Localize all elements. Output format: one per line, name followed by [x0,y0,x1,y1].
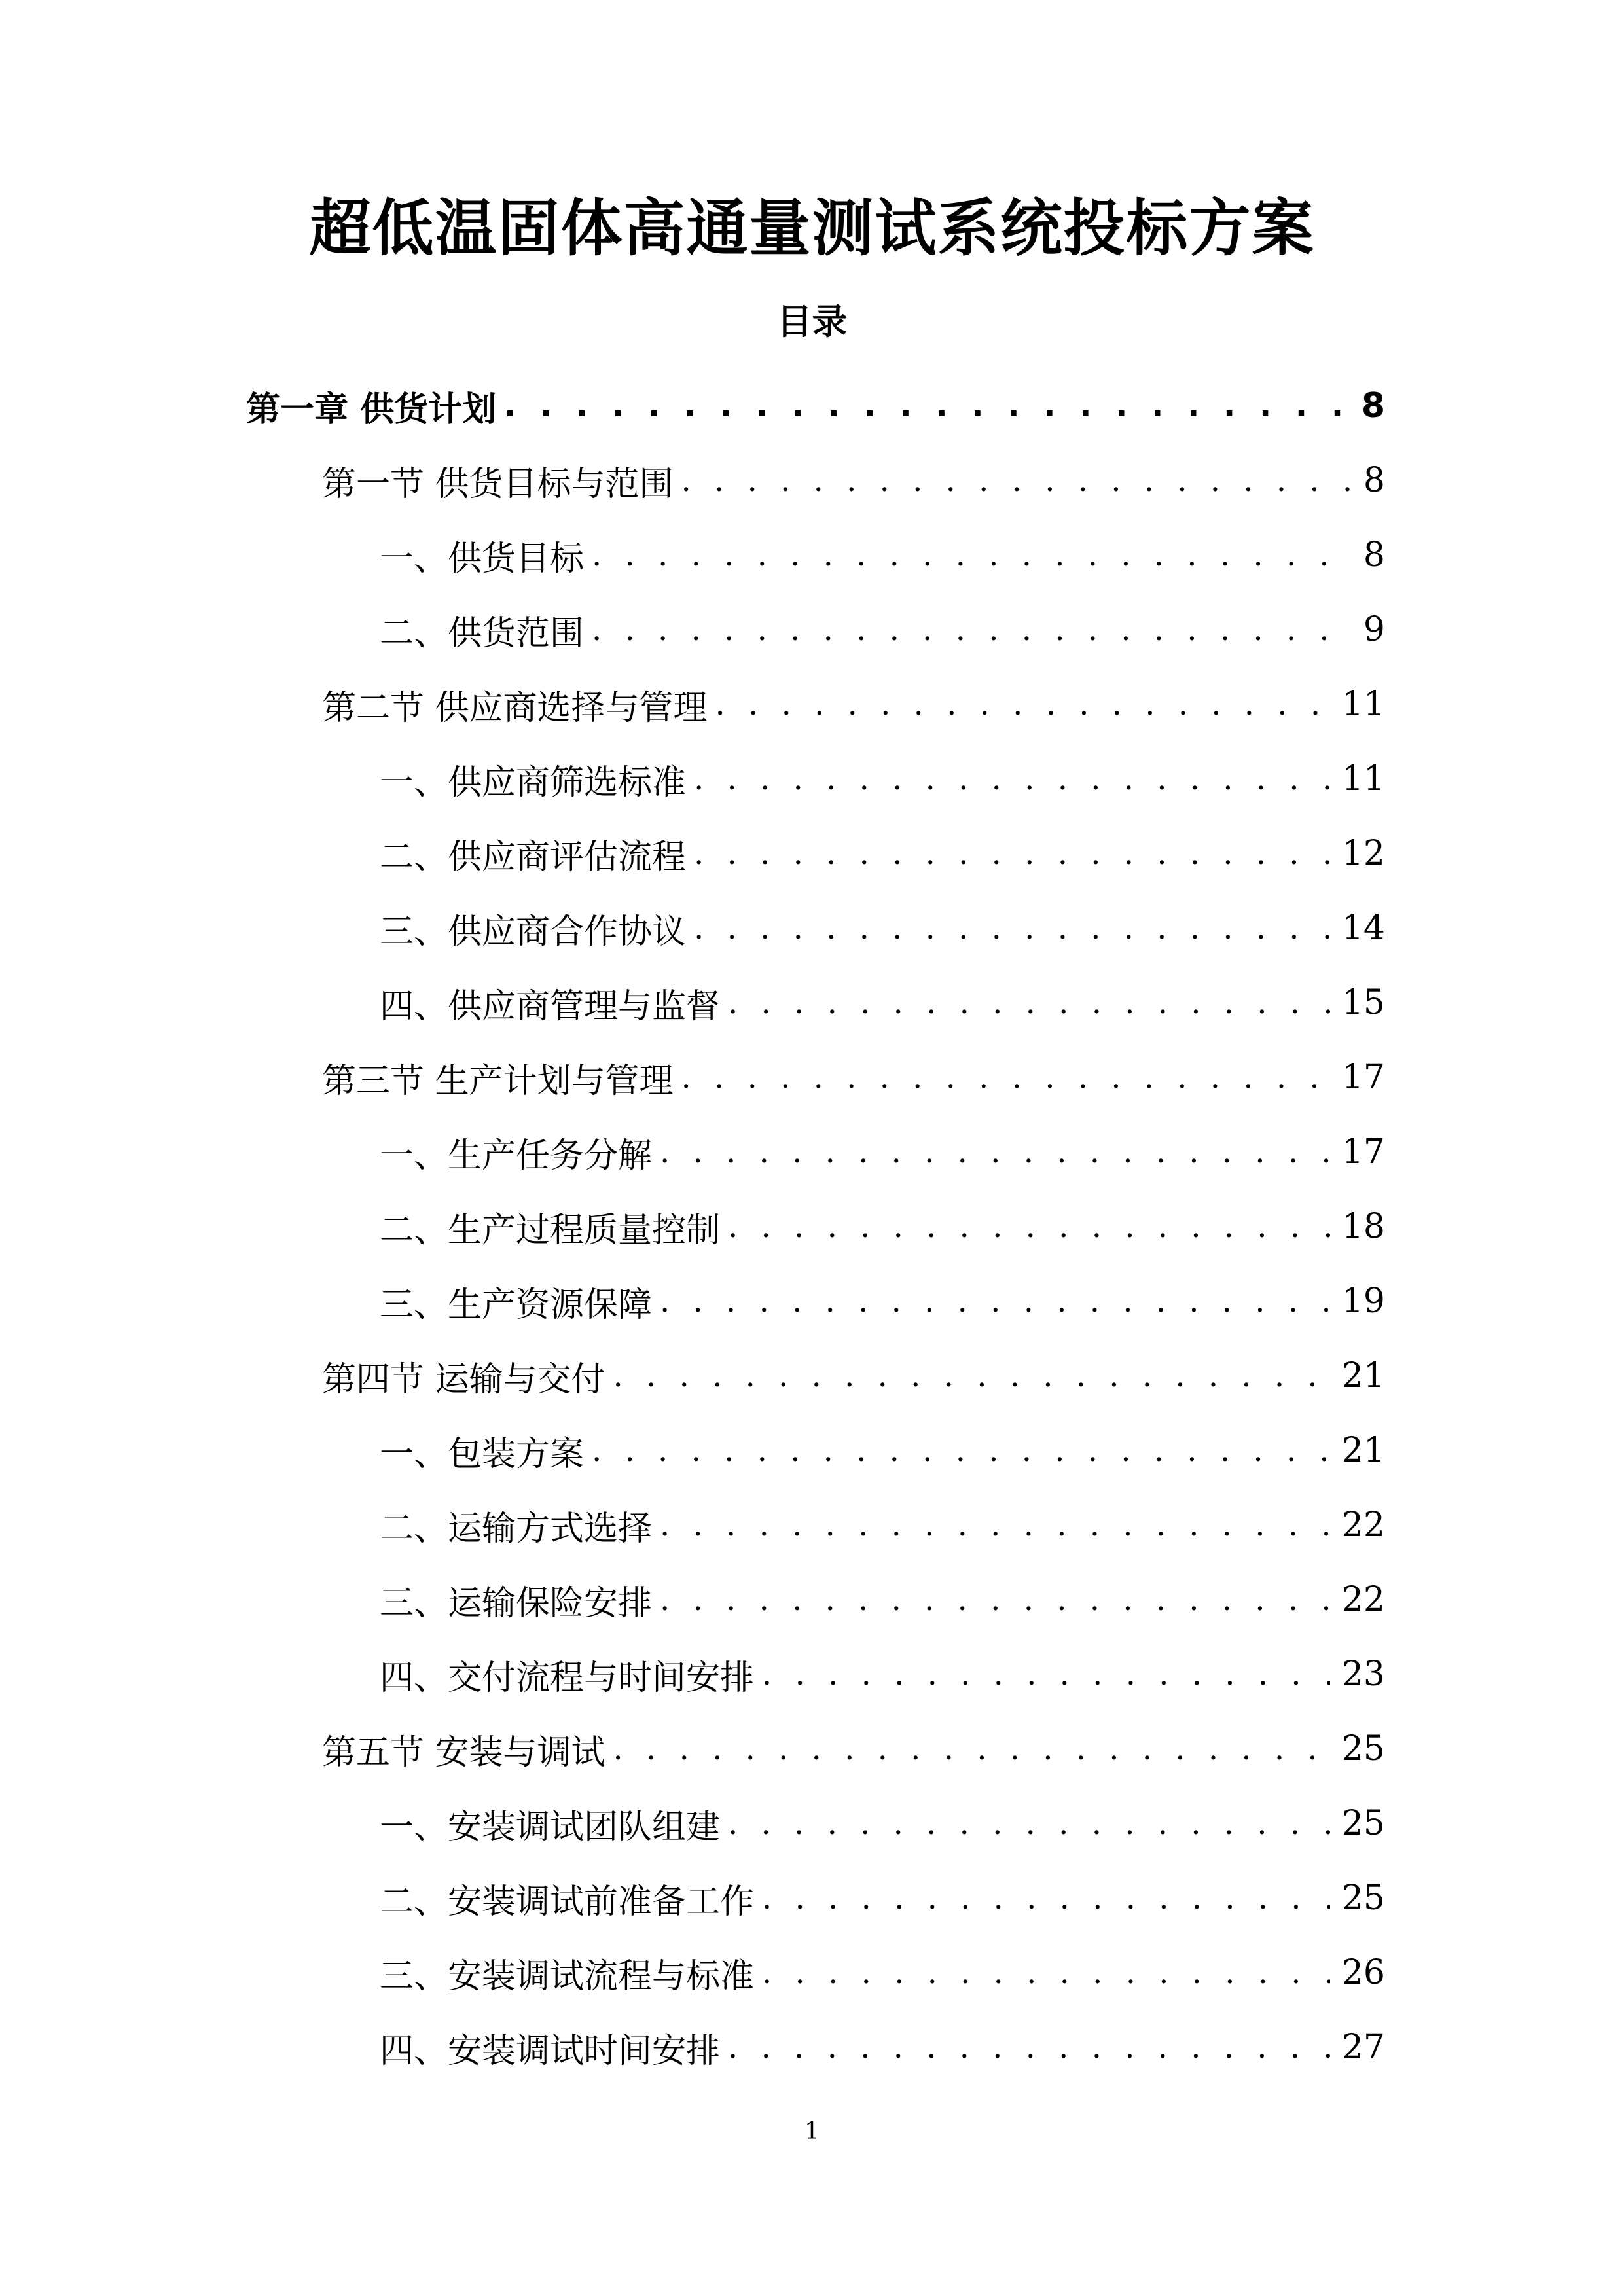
dot-leader [613,1357,1330,1394]
toc-entry-page: 18 [1341,1207,1385,1246]
toc-entry-label: 三、供应商合作协议 [380,912,687,952]
document-title: 超低温固体高通量测试系统投标方案 [309,193,1315,264]
toc-entry-label: 二、生产过程质量控制 [380,1210,721,1250]
dot-leader [681,1059,1330,1096]
dot-leader [728,1805,1330,1842]
toc-entry-chapter-1[interactable] [0,368,1624,443]
dot-leader [592,1432,1330,1469]
dot-leader [694,910,1330,946]
dot-leader [694,761,1330,797]
dot-leader [762,1656,1330,1693]
toc-entry-page: 27 [1341,2028,1385,2067]
toc-entry-label: 一、供货目标 [380,539,585,579]
toc-entry-subsection[interactable] [0,816,1624,891]
toc-entry-page: 22 [1341,1580,1385,1619]
toc-entry-section-3[interactable] [0,1040,1624,1115]
toc-entry-label: 二、安装调试前准备工作 [380,1882,755,1922]
dot-leader [660,1581,1330,1618]
toc-entry-label: 第三节 生产计划与管理 [322,1061,674,1101]
toc-entry-subsection[interactable] [0,1189,1624,1264]
page-number: 1 [804,2118,820,2145]
toc-entry-page: 8 [1361,386,1385,425]
toc-entry-subsection[interactable] [0,592,1624,667]
toc-entry-subsection[interactable] [0,1637,1624,1712]
toc-entry-page: 11 [1341,685,1385,724]
dot-leader [504,387,1350,424]
toc-entry-label: 第四节 运输与交付 [322,1359,605,1399]
toc-entry-label: 二、供应商评估流程 [380,837,687,877]
toc-entry-page: 19 [1341,1282,1385,1321]
dot-leader [660,1283,1330,1319]
table-of-contents [0,368,1624,2085]
toc-entry-subsection[interactable] [0,2010,1624,2085]
toc-entry-label: 三、生产资源保障 [380,1285,653,1325]
toc-entry-label: 一、生产任务分解 [380,1136,653,1175]
toc-entry-section-2[interactable] [0,667,1624,742]
dot-leader [762,1880,1330,1916]
dot-leader [681,462,1352,499]
toc-entry-page: 25 [1341,1878,1385,1918]
toc-entry-subsection[interactable] [0,518,1624,592]
toc-entry-label: 三、安装调试流程与标准 [380,1956,755,1996]
toc-entry-page: 22 [1341,1505,1385,1545]
toc-entry-subsection[interactable] [0,1562,1624,1637]
toc-entry-subsection[interactable] [0,742,1624,816]
toc-entry-page: 17 [1341,1058,1385,1097]
toc-entry-subsection[interactable] [0,1861,1624,1935]
toc-entry-section-5[interactable] [0,1712,1624,1786]
toc-entry-label: 二、供货范围 [380,613,585,653]
dot-leader [762,1954,1330,1991]
dot-leader [592,537,1352,573]
toc-entry-page: 17 [1341,1132,1385,1172]
toc-entry-label: 第二节 供应商选择与管理 [322,688,708,728]
dot-leader [660,1507,1330,1543]
toc-entry-label: 一、供应商筛选标准 [380,762,687,802]
toc-entry-subsection[interactable] [0,1413,1624,1488]
dot-leader [728,1208,1330,1245]
dot-leader [728,984,1330,1021]
toc-entry-subsection[interactable] [0,1115,1624,1189]
toc-entry-page: 11 [1341,759,1385,798]
toc-entry-page: 25 [1341,1729,1385,1768]
toc-entry-label: 一、包装方案 [380,1434,585,1474]
toc-entry-subsection[interactable] [0,1786,1624,1861]
toc-entry-page: 26 [1341,1953,1385,1992]
toc-entry-label: 第五节 安装与调试 [322,1732,605,1772]
toc-entry-label: 第一章 供货计划 [246,389,497,429]
dot-leader [660,1134,1330,1170]
toc-entry-page: 12 [1341,834,1385,873]
toc-entry-page: 23 [1341,1655,1385,1694]
toc-entry-label: 四、交付流程与时间安排 [380,1658,755,1698]
toc-entry-subsection[interactable] [0,965,1624,1040]
toc-entry-subsection[interactable] [0,1488,1624,1562]
toc-entry-subsection[interactable] [0,1264,1624,1338]
toc-entry-section-1[interactable] [0,443,1624,518]
toc-entry-label: 第一节 供货目标与范围 [322,464,674,504]
toc-entry-subsection[interactable] [0,891,1624,965]
toc-entry-page: 8 [1363,535,1385,575]
toc-entry-label: 二、运输方式选择 [380,1509,653,1549]
toc-entry-label: 四、安装调试时间安排 [380,2031,721,2071]
toc-entry-label: 三、运输保险安排 [380,1583,653,1623]
dot-leader [728,2029,1330,2066]
toc-entry-page: 14 [1341,908,1385,948]
toc-entry-page: 25 [1341,1804,1385,1843]
toc-entry-page: 8 [1363,461,1385,500]
dot-leader [715,686,1330,723]
dot-leader [613,1731,1330,1767]
toc-entry-section-4[interactable] [0,1338,1624,1413]
toc-entry-subsection[interactable] [0,1935,1624,2010]
dot-leader [694,835,1330,872]
toc-entry-label: 一、安装调试团队组建 [380,1807,721,1847]
toc-entry-page: 21 [1341,1356,1385,1395]
toc-entry-label: 四、供应商管理与监督 [380,986,721,1026]
toc-entry-page: 21 [1341,1431,1385,1470]
toc-entry-page: 15 [1341,983,1385,1022]
toc-heading: 目录 [776,301,848,342]
toc-entry-page: 9 [1363,610,1385,649]
dot-leader [592,611,1352,648]
